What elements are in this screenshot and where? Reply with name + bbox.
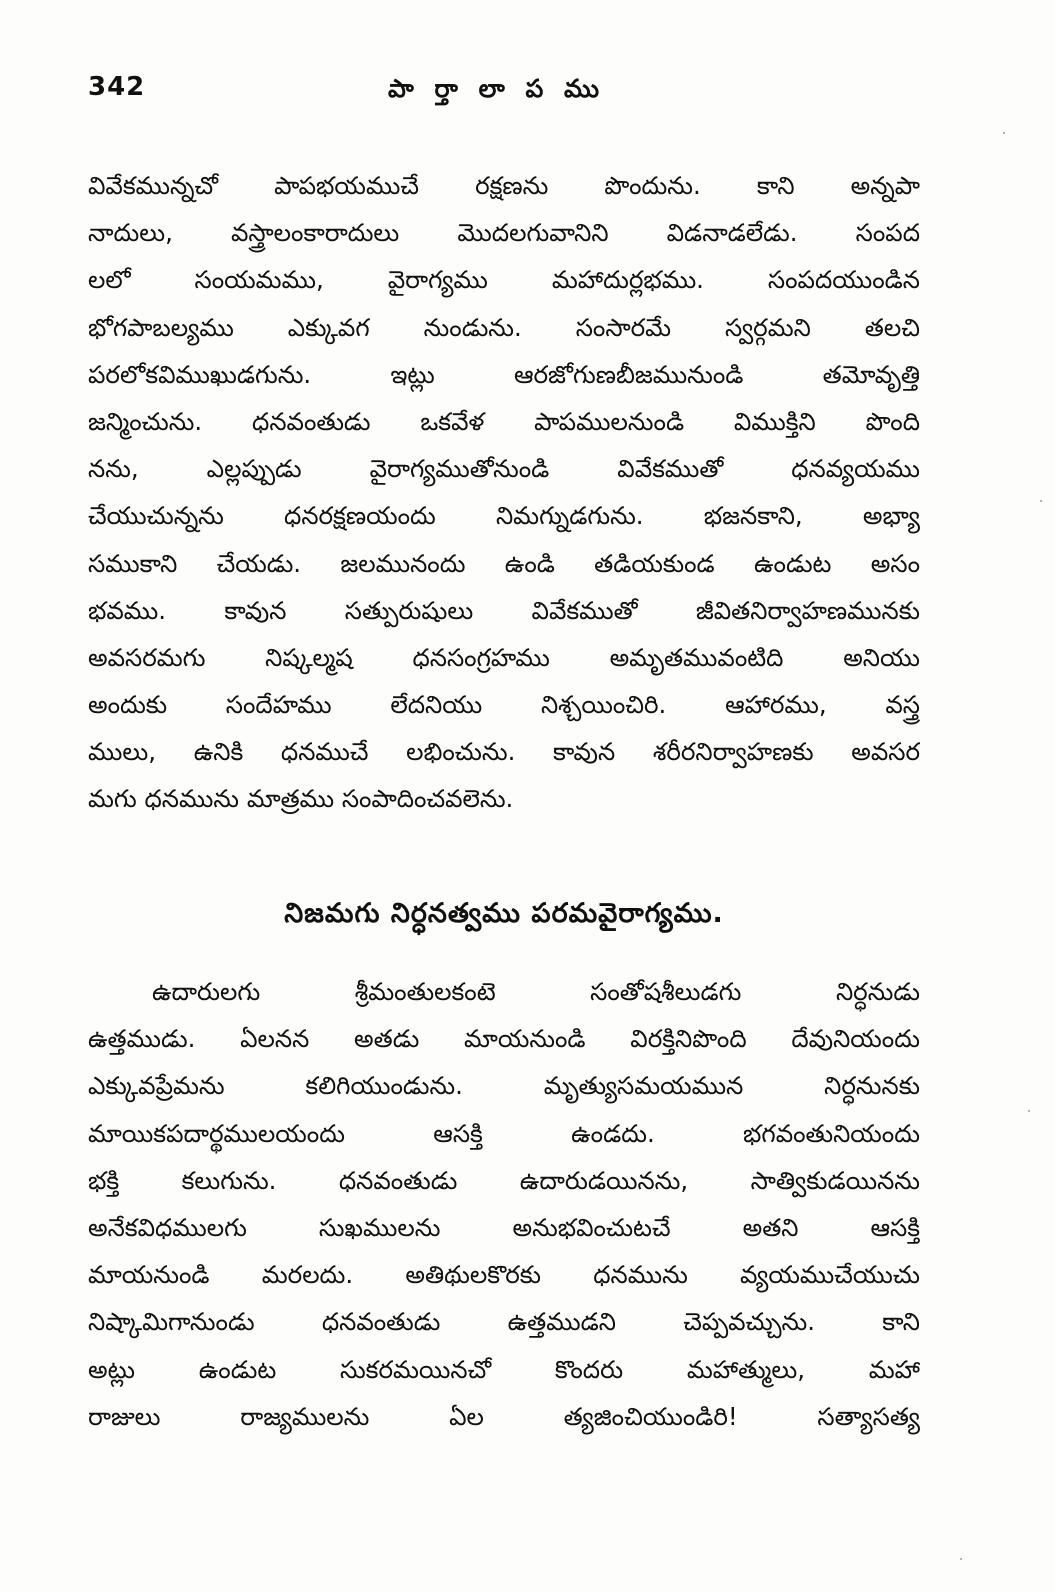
text-line: భవము. కావున సత్పురుషులు వివేకముతో జీవితనిర్వాహణమునకు: [88, 595, 920, 625]
scan-speck: [1028, 1110, 1030, 1112]
text-line: మాయనుండి మరలదు. అతిథులకొరకు ధనమును వ్యయముచేయుచు: [88, 1260, 920, 1290]
text-line: నిష్కామిగానుండు ధనవంతుడు ఉత్తముడని చెప్పవచ్చును. కాని: [88, 1307, 920, 1337]
section-heading: నిజమగు నిర్ధనత్వము పరమవైరాగ్యము.: [284, 898, 724, 929]
text-line: చేయుచున్నను ధనరక్షణయందు నిమగ్నుడగును. భజనకాని, అభ్యా: [88, 501, 920, 531]
running-title: పా ర్తా లా ప ము: [388, 74, 606, 103]
text-line: భోగపాబల్యము ఎక్కువగ నుండును. సంసారమే స్వర్గమని తలచి: [88, 312, 920, 342]
paragraph-1: [88, 162, 920, 823]
text-line: ములు, ఉనికి ధనముచే లభించును. కావున శరీరనిర్వాహణకు అవసర: [88, 737, 920, 767]
text-line: పరలోకవిముఖుడగును. ఇట్లు ఆరజోగుణబీజమునుండి తమోవృత్తి: [88, 359, 920, 389]
text-line: మగు ధనమును మాత్రము సంపాదించవలెను.: [88, 784, 514, 814]
running-head: [88, 72, 928, 120]
text-line: భక్తి కలుగును. ధనవంతుడు ఉదారుడయినను, సాత్వికుడయినను: [88, 1165, 920, 1195]
text-line: అట్లు ఉండుట సుకరమయినచో కొందరు మహాత్ములు, మహా: [88, 1354, 920, 1384]
text-line: జన్మించును. ధనవంతుడు ఒకవేళ పాపములనుండి విముక్తిని పొంది: [88, 406, 920, 436]
text-line: మాయికపదార్థములయందు ఆసక్తి ఉండదు. భగవంతునియందు: [88, 1118, 920, 1148]
paragraph-2: [88, 968, 920, 1440]
text-line: ఎక్కువప్రేమను కలిగియుండును. మృత్యుసమయమున నిర్ధనునకు: [88, 1071, 920, 1101]
text-line: నను, ఎల్లప్పుడు వైరాగ్యముతోనుండి వివేకముతో ధనవ్యయము: [88, 454, 920, 484]
text-line: వివేకమున్నచో పాపభయముచే రక్షణను పొందును. కాని అన్నపా: [88, 171, 920, 200]
text-line: సముకాని చేయడు. జలమునందు ఉండి తడియకుండ ఉండుట అసం: [88, 548, 920, 578]
text-line: అనేకవిధములగు సుఖములను అనుభవించుటచే అతని ఆసక్తి: [88, 1212, 920, 1242]
scan-speck: [960, 1558, 962, 1560]
page-number: 342: [88, 72, 146, 102]
text-line: అందుకు సందేహము లేదనియు నిశ్చయించిరి. ఆహారము, వస్త్ర: [88, 690, 920, 720]
text-line: అవసరమగు నిష్కల్మష ధనసంగ్రహము అమృతమువంటిది అనియు: [88, 642, 920, 672]
text-line: రాజులు రాజ్యములను ఏల త్యజించియుండిరి! సత్యాసత్య: [88, 1401, 920, 1431]
scan-speck: [1003, 132, 1005, 134]
text-line: లలో సంయమము, వైరాగ్యము మహాదుర్లభము. సంపదయుండిన: [88, 265, 920, 295]
text-line: ఉదారులగు శ్రీమంతులకంటె సంతోషశీలుడగు నిర్ధనుడు: [152, 977, 920, 1006]
text-line: నాదులు, వస్త్రాలంకారాదులు మొదలగువానిని విడనాడలేడు. సంపద: [88, 218, 920, 248]
scan-speck: [1040, 500, 1042, 502]
text-line: ఉత్తముడు. ఏలనన అతడు మాయనుండి విరక్తినిపొంది దేవునియందు: [88, 1024, 920, 1054]
